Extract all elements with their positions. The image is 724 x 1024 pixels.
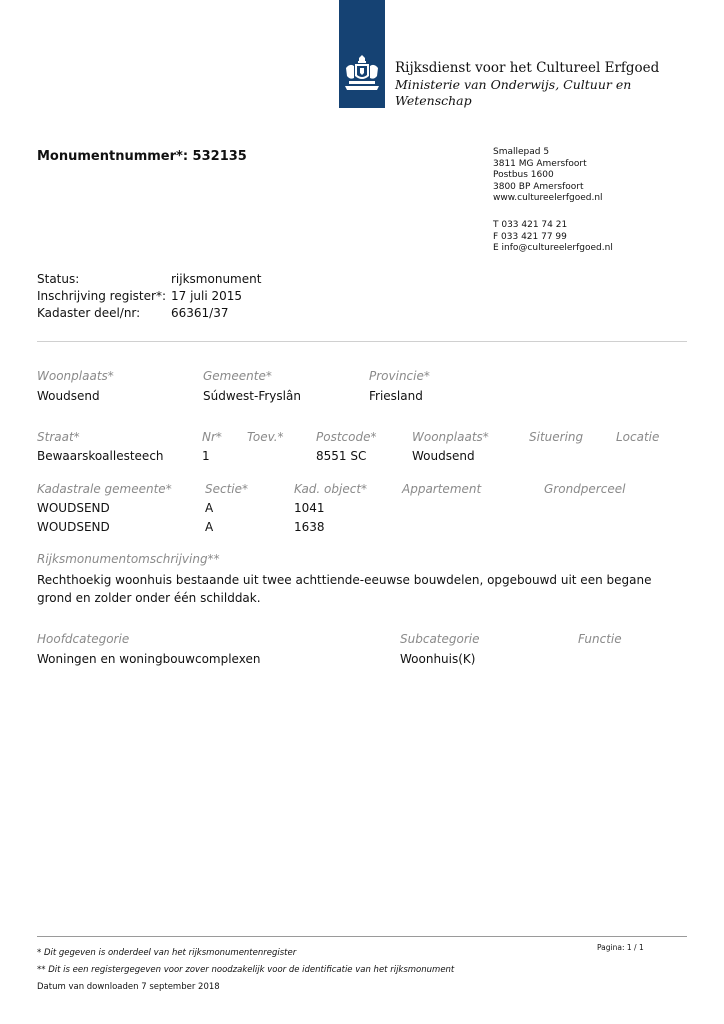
registration-value: 17 juli 2015 [171,289,243,303]
footer-divider [37,936,687,937]
cadastre-row-gemeente: WOUDSEND [37,520,110,534]
nr-label: Nr* [202,430,222,444]
kad-object-label: Kad. object* [294,482,368,496]
straat-label: Straat* [37,430,80,444]
woonplaats-label: Woonplaats* [37,369,114,383]
hoofdcategorie-label: Hoofdcategorie [37,632,130,646]
subcategorie-label: Subcategorie [400,632,480,646]
fax-line: F 033 421 77 99 [493,231,567,242]
registration-label: Inschrijving register*: [37,289,166,303]
provincie-label: Provincie* [369,369,430,383]
postcode-label: Postcode* [316,430,377,444]
org-line-2: Ministerie van Onderwijs, Cultuur en [395,77,632,92]
org-line-3: Wetenschap [395,93,472,108]
locatie-label: Locatie [616,430,660,444]
cadastre-row-gemeente: WOUDSEND [37,501,110,515]
divider [37,341,687,342]
address-line: 3811 MG Amersfoort [493,158,587,169]
provincie-value: Friesland [369,389,423,403]
nr-value: 1 [202,449,210,463]
postcode-value: 8551 SC [316,449,367,463]
royal-coat-of-arms-icon [343,54,381,94]
toevoeging-label: Toev.* [247,430,284,444]
grondperceel-label: Grondperceel [544,482,626,496]
cadastre-number-label: Kadaster deel/nr: [37,306,141,320]
subcategorie-value: Woonhuis(K) [400,652,476,666]
functie-label: Functie [578,632,622,646]
straat-value: Bewaarskoallesteech [37,449,164,463]
status-label: Status: [37,272,80,286]
status-value: rijksmonument [171,272,262,286]
appartement-label: Appartement [402,482,482,496]
footnote-identification: ** Dit is een registergegeven voor zover noodzakelijk voor de identificatie van het rijksmonument [37,965,455,975]
woonplaats-value: Woudsend [37,389,100,403]
monument-number-title: Monumentnummer*: 532135 [37,149,247,164]
hoofdcategorie-value: Woningen en woningbouwcomplexen [37,652,261,666]
situering-label: Situering [529,430,584,444]
cadastre-number-value: 66361/37 [171,306,229,320]
phone-line: T 033 421 74 21 [493,220,568,230]
cadastre-row-object: 1638 [294,520,325,534]
kadastrale-gemeente-label: Kadastrale gemeente* [37,482,172,496]
logo-bar [339,0,385,108]
address-line: 3800 BP Amersfoort [493,181,584,192]
description-label: Rijksmonumentomschrijving** [37,552,220,566]
footnote-register: * Dit gegeven is onderdeel van het rijksmonumentenregister [37,948,297,958]
organisation-name [395,60,659,109]
org-line-1: Rijksdienst voor het Cultureel Erfgoed [395,60,660,76]
email-link[interactable]: E info@cultureelerfgoed.nl [493,243,613,253]
gemeente-label: Gemeente* [203,369,272,383]
download-date: Datum van downloaden 7 september 2018 [37,982,220,992]
street-woonplaats-value: Woudsend [412,449,475,463]
website-link[interactable]: www.cultureelerfgoed.nl [493,193,603,203]
address-line: Postbus 1600 [493,170,554,180]
cadastre-row-sectie: A [205,501,214,515]
contact-block [493,220,613,255]
street-woonplaats-label: Woonplaats* [412,430,489,444]
cadastre-row-sectie: A [205,520,214,534]
address-block [493,147,603,205]
cadastre-row-object: 1041 [294,501,325,515]
page-number: Pagina: 1 / 1 [597,943,644,952]
description-text: Rechthoekig woonhuis bestaande uit twee achttiende-eeuwse bouwdelen, opgebouwd uit een begane grond en zolder onder één schilddak. [37,573,652,605]
address-line: Smallepad 5 [493,147,550,157]
sectie-label: Sectie* [205,482,249,496]
gemeente-value: Súdwest-Fryslân [203,389,301,403]
